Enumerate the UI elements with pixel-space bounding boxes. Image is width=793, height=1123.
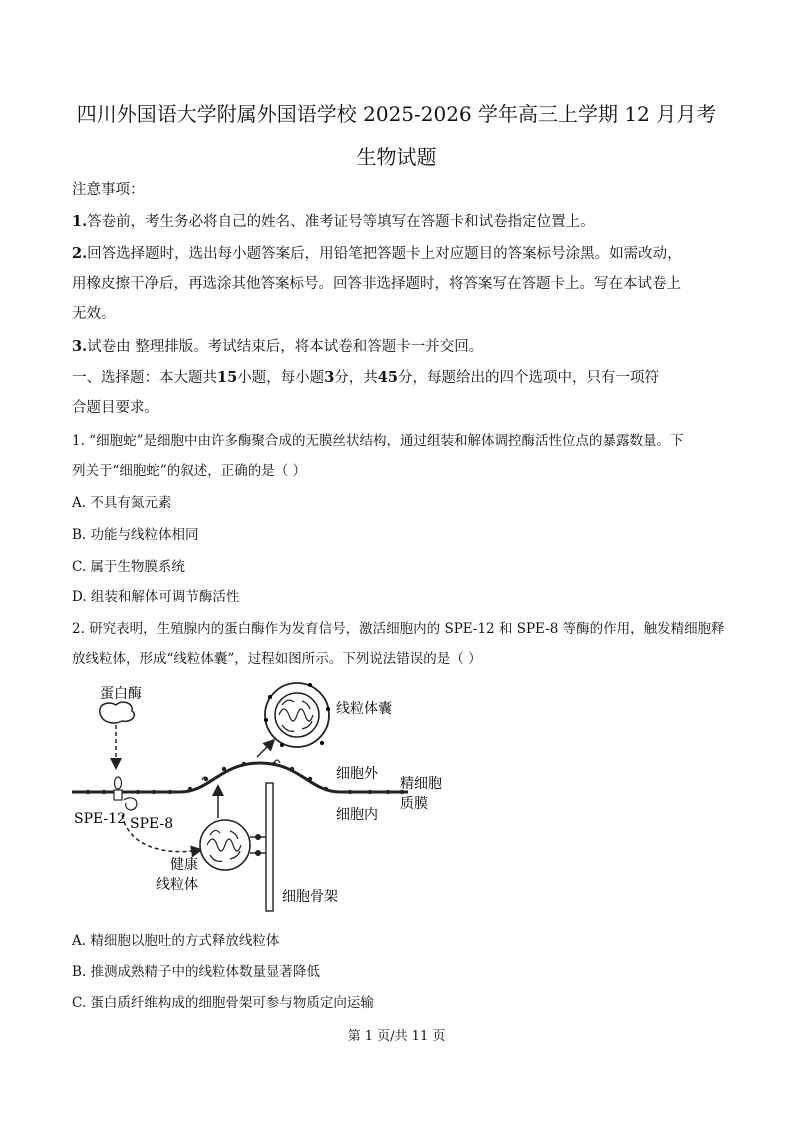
membrane-label-line-2: 质膜 [400,796,428,812]
section-text-4: 分，每题给出的四个选项中，只有一项符 [397,370,659,386]
protease-label: 蛋白酶 [100,686,142,702]
total-score: 45 [377,369,398,386]
cytoskeleton-bar [266,783,273,911]
section-heading-line-2: 合题目要求。 [72,400,159,416]
section-text-2: 小题，每小题 [237,370,325,386]
healthy-mito-label-line-1: 健康 [170,857,198,873]
note-item-2-line-2: 用橡皮擦干净后，再选涂其他答案标号。回答非选择题时，将答案写在答题卡上。写在本试卷上 [72,276,681,292]
vesicle-label: 线粒体囊 [336,701,392,717]
subject-title: 生物试题 [356,145,437,169]
q1-option-d[interactable]: D. 组装和解体可调节酶活性 [72,589,240,605]
q2-option-b[interactable]: B. 推测成熟精子中的线粒体数量显著降低 [72,964,321,980]
q1-option-c[interactable]: C. 属于生物膜系统 [72,559,185,575]
q2-option-a[interactable]: A. 精细胞以胞吐的方式释放线粒体 [72,933,280,949]
spe-12-receptor [115,777,122,789]
q1-option-b[interactable]: B. 功能与线粒体相同 [72,527,199,543]
healthy-mito-label-line-2: 线粒体 [156,877,198,893]
per-question-score: 3 [324,369,335,386]
page-number: 第 1 页/共 11 页 [347,1029,446,1044]
q2-stem-line-2: 放线粒体，形成“线粒体囊”，过程如图所示。下列说法错误的是（ ） [72,651,482,667]
spe-12-label: SPE-12 [74,811,127,827]
note-item-1-number: 1. [72,213,88,230]
exam-title: 四川外国语大学附属外国语学校 2025-2026 学年高三上学期 12 月月考 [76,102,717,126]
note-item-2-line-3: 无效。 [72,306,116,322]
section-heading-line-1 [72,366,659,387]
section-text-3: 分，共 [334,370,378,386]
inside-label: 细胞内 [336,807,378,823]
note-item-1 [72,210,595,231]
note-item-2-number: 2. [72,245,88,262]
note-item-3-number: 3. [72,338,88,355]
note-item-2-text: 回答选择题时，选出每小题答案后，用铅笔把答题卡上对应题目的答案标号涂黑。如需改动， [87,246,682,262]
q2-stem-line-1: 2. 研究表明，生殖腺内的蛋白酶作为发育信号，激活细胞内的 SPE-12 和 SPE-8 等酶的作用，触发精细胞释 [72,621,725,637]
spe-8-enzyme [124,798,137,810]
note-item-3 [72,335,483,356]
note-item-3-text: 试卷由 整理排版。考试结束后，将本试卷和答题卡一并交回。 [87,339,484,355]
question-count: 15 [217,369,238,386]
cytoskeleton-label: 细胞骨架 [282,889,338,905]
spe-8-label: SPE-8 [130,816,174,832]
mitochondria-release-diagram [60,675,460,920]
outside-label: 细胞外 [336,766,378,782]
note-item-1-text: 答卷前，考生务必将自己的姓名、准考证号等填写在答题卡和试卷指定位置上。 [87,214,595,230]
protease-shape [100,702,135,723]
q1-option-a[interactable]: A. 不具有氮元素 [72,495,172,511]
notes-heading: 注意事项： [72,182,145,198]
section-text-1: 一、选择题：本大题共 [72,370,217,386]
q1-stem-line-2: 列关于“细胞蛇”的叙述，正确的是（ ） [72,463,307,479]
membrane-label-line-1: 精细胞 [400,776,442,792]
mitochondrial-vesicle [264,683,330,747]
q1-stem-line-1: 1. “细胞蛇”是细胞中由许多酶聚合成的无膜丝状结构，通过组装和解体调控酶活性位点的暴露数量。下 [72,433,684,449]
q2-option-c[interactable]: C. 蛋白质纤维构成的细胞骨架可参与物质定向运输 [72,995,374,1011]
note-item-2-line-1 [72,242,682,263]
healthy-mitochondrion [200,820,250,870]
vesicle-formation-arrow [257,741,273,757]
